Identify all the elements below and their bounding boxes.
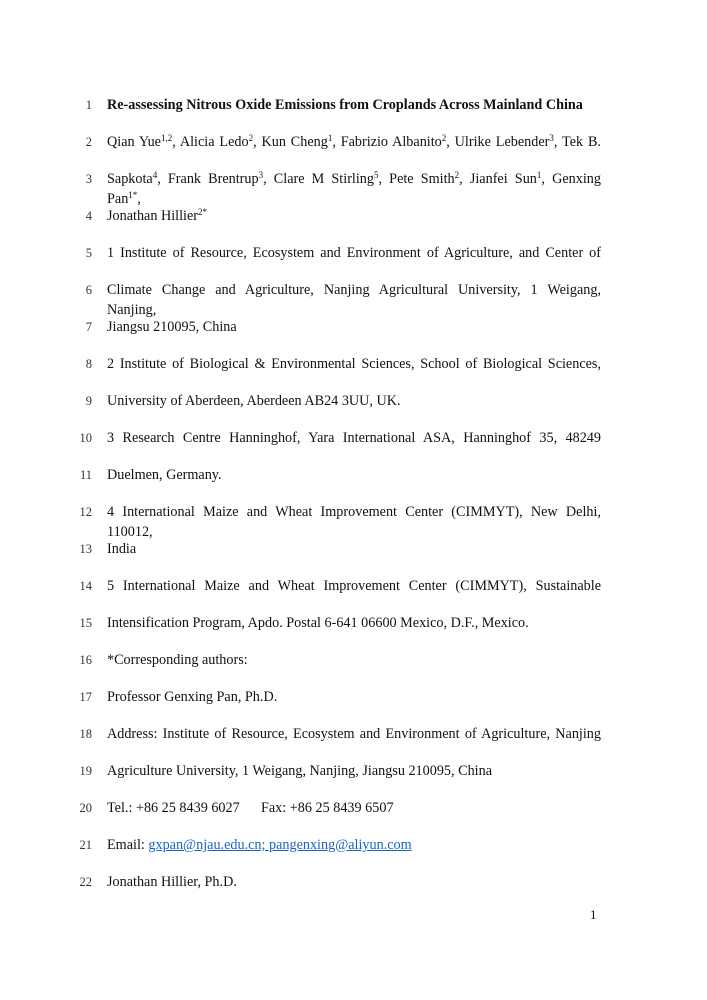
text-line — [0, 502, 707, 540]
affiliation-superscript: 3 — [258, 170, 264, 180]
line-number: 15 — [79, 616, 92, 630]
text-segment: Agriculture University, 1 Weigang, Nanjing, Jiangsu 210095, China — [107, 763, 493, 779]
text-segment: India — [107, 541, 137, 557]
line-number: 20 — [79, 801, 92, 815]
text-line — [0, 539, 707, 559]
line-number: 7 — [85, 320, 92, 334]
text-segment: 4 International Maize and Wheat Improvement Center (CIMMYT), New Delhi, 110012, — [107, 504, 601, 540]
text-segment: , Pete Smith — [378, 171, 455, 187]
line-number: 6 — [85, 283, 92, 297]
text-segment: Professor Genxing Pan, Ph.D. — [107, 689, 278, 705]
line-text — [107, 169, 601, 209]
page-number: 1 — [590, 907, 597, 922]
line-text — [107, 687, 601, 707]
paper-title-line — [0, 95, 707, 115]
text-line — [0, 761, 707, 781]
text-line — [0, 576, 707, 596]
text-segment: Climate Change and Agriculture, Nanjing Agricultural University, 1 Weigang, Nanjing, — [107, 282, 601, 318]
text-segment: , Kun Cheng — [253, 134, 328, 150]
text-segment: 3 Research Centre Hanninghof, Yara International ASA, Hanninghof 35, 48249 — [107, 430, 601, 446]
line-text — [107, 835, 601, 855]
line-text — [107, 243, 601, 263]
text-segment: 5 International Maize and Wheat Improvement Center (CIMMYT), Sustainable — [107, 578, 601, 594]
line-number: 9 — [85, 394, 92, 408]
line-number: 11 — [79, 468, 92, 482]
text-line — [0, 391, 707, 411]
text-segment: 1 Institute of Resource, Ecosystem and Environment of Agriculture, and Center of — [107, 245, 601, 261]
text-line — [0, 687, 707, 707]
affiliation-superscript: 2 — [248, 133, 254, 143]
affiliation-superscript: 1 — [327, 133, 333, 143]
line-number: 10 — [79, 431, 92, 445]
line-number: 19 — [79, 764, 92, 778]
affiliation-superscript: 3 — [549, 133, 554, 143]
text-line — [0, 650, 707, 670]
line-text — [107, 428, 601, 448]
text-line — [0, 280, 707, 318]
affiliation-superscript: 4 — [152, 170, 158, 180]
affiliation-superscript: 2 — [441, 133, 447, 143]
line-number: 13 — [79, 542, 92, 556]
text-segment: Sapkota — [107, 171, 153, 187]
text-line — [0, 243, 707, 263]
text-segment: , Tek B. — [553, 134, 601, 150]
affiliation-superscript: 5 — [373, 170, 379, 180]
text-line — [0, 317, 707, 337]
text-line — [0, 798, 707, 818]
text-segment: Tel.: +86 25 8439 6027 Fax: +86 25 8439 6507 — [107, 800, 394, 816]
text-segment: , Genxing Pan — [107, 171, 601, 207]
line-text — [107, 206, 601, 226]
text-line — [0, 206, 707, 226]
text-segment: , Frank Brentrup — [157, 171, 259, 187]
line-text — [107, 872, 601, 892]
line-number: 18 — [79, 727, 92, 741]
line-text — [107, 132, 601, 152]
affiliation-superscript: 2* — [198, 207, 208, 217]
line-text — [107, 502, 601, 542]
text-segment: Qian Yue — [107, 134, 161, 150]
text-segment: Jiangsu 210095, China — [107, 319, 237, 335]
text-line — [0, 724, 707, 744]
line-number: 21 — [79, 838, 92, 852]
text-segment: Jonathan Hillier, Ph.D. — [107, 874, 237, 890]
line-text — [107, 761, 601, 781]
affiliation-superscript: 1* — [128, 190, 138, 200]
text-segment: , Alicia Ledo — [172, 134, 249, 150]
text-segment: Re-assessing Nitrous Oxide Emissions from Croplands Across Mainland China — [107, 97, 583, 113]
line-text — [107, 650, 601, 670]
line-number: 1 — [85, 98, 92, 112]
text-segment: Email: — [107, 837, 149, 853]
line-text — [107, 354, 601, 374]
line-text — [107, 539, 601, 559]
line-number: 8 — [85, 357, 92, 371]
text-segment: , Jianfei Sun — [459, 171, 537, 187]
text-line — [0, 872, 707, 892]
text-segment: , Clare M Stirling — [263, 171, 374, 187]
line-number: 12 — [79, 505, 92, 519]
text-line — [0, 465, 707, 485]
affiliation-superscript: 1 — [536, 170, 542, 180]
line-number: 5 — [85, 246, 92, 260]
line-number: 16 — [79, 653, 92, 667]
text-segment: Duelmen, Germany. — [107, 467, 222, 483]
line-text — [107, 576, 601, 596]
text-segment: , Ulrike Lebender — [446, 134, 550, 150]
line-text — [107, 798, 601, 818]
text-line — [0, 428, 707, 448]
line-number: 2 — [85, 135, 92, 149]
line-number: 4 — [85, 209, 92, 223]
line-number: 14 — [79, 579, 92, 593]
line-number: 3 — [85, 172, 92, 186]
text-line — [0, 835, 707, 855]
line-text — [107, 391, 601, 411]
text-segment: Jonathan Hillier — [107, 208, 199, 224]
text-segment: Intensification Program, Apdo. Postal 6-641 06600 Mexico, D.F., Mexico. — [107, 615, 529, 631]
text-line — [0, 354, 707, 374]
affiliation-superscript: 1,2 — [160, 133, 173, 143]
email-link[interactable]: gxpan@njau.edu.cn; pangenxing@aliyun.com — [148, 837, 412, 853]
line-text — [107, 465, 601, 485]
affiliation-superscript: 2 — [454, 170, 460, 180]
line-number: 17 — [79, 690, 92, 704]
line-text — [107, 724, 601, 744]
line-number: 22 — [79, 875, 92, 889]
text-line — [0, 132, 707, 152]
text-line — [0, 169, 707, 207]
text-line — [0, 613, 707, 633]
text-segment: 2 Institute of Biological & Environmental Sciences, School of Biological Sciences, — [107, 356, 601, 372]
line-text — [107, 613, 601, 633]
line-text — [107, 317, 601, 337]
text-segment: , Fabrizio Albanito — [332, 134, 442, 150]
text-segment: Address: Institute of Resource, Ecosystem and Environment of Agriculture, Nanjing — [107, 726, 601, 742]
text-segment: *Corresponding authors: — [107, 652, 248, 668]
text-segment: , — [137, 191, 141, 207]
paper-title — [107, 95, 601, 115]
text-segment: University of Aberdeen, Aberdeen AB24 3UU, UK. — [107, 393, 401, 409]
line-text — [107, 280, 601, 320]
